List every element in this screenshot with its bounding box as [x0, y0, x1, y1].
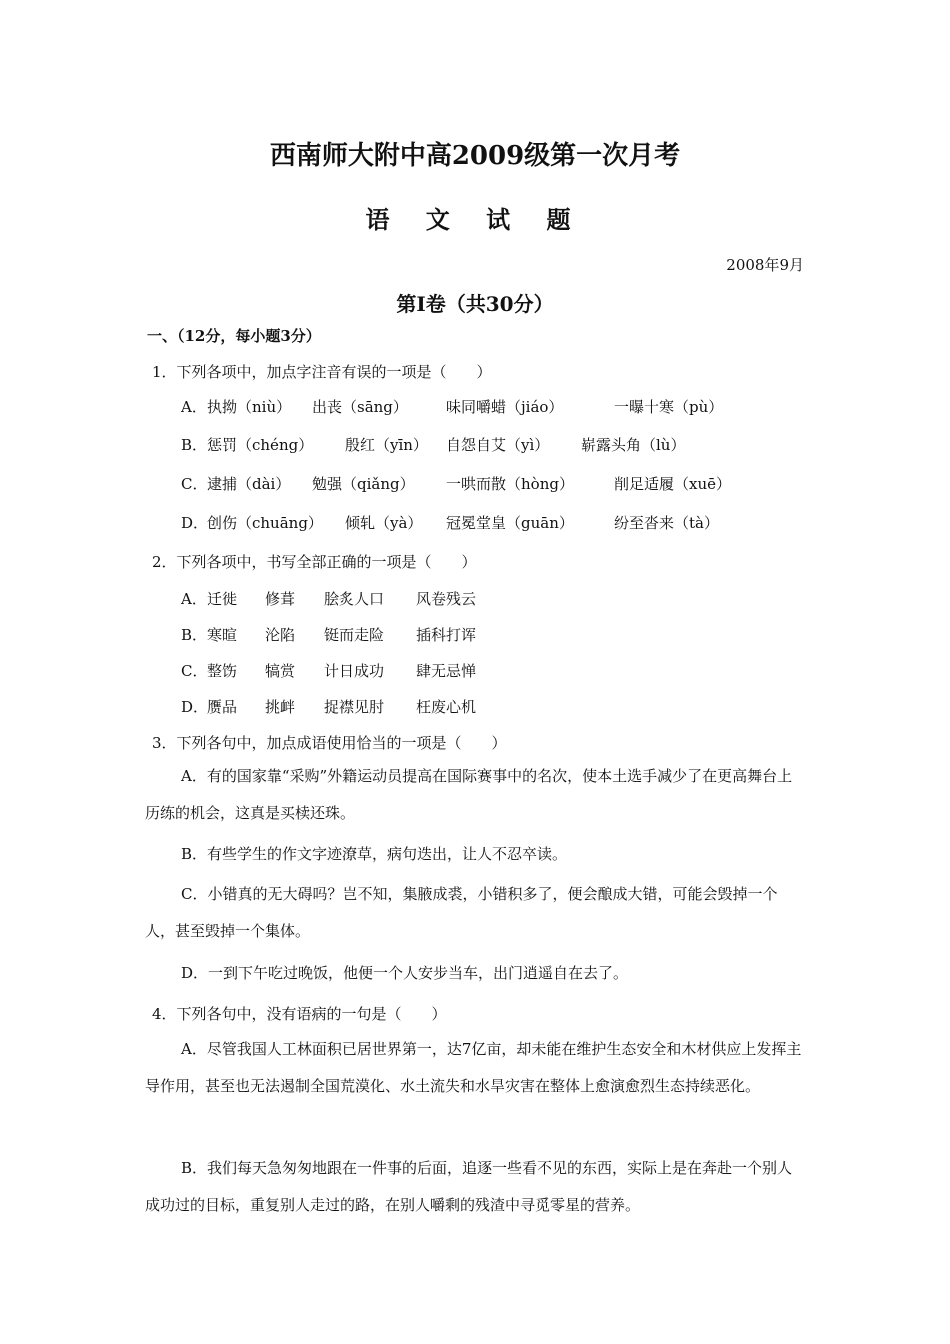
- option-text: B．有些学生的作文字迹潦草，病句迭出，让人不忍卒读。: [181, 845, 568, 863]
- option-item: 勉强（qiǎng）: [312, 475, 415, 493]
- option-text: D．一到下午吃过晚饭，他便一个人安步当车，出门逍遥自在去了。: [181, 964, 629, 982]
- option-item: 惩罚（chéng）: [207, 436, 314, 454]
- option-label: D．: [181, 698, 209, 716]
- option-label: A．: [181, 590, 207, 608]
- option-item: 挑衅: [265, 698, 296, 716]
- option-label: A．: [181, 398, 207, 416]
- option-item: 崭露头角（lù）: [581, 436, 686, 454]
- option-item: 寒暄: [207, 626, 238, 644]
- q3-option-c: [145, 876, 807, 950]
- option-item: 铤而走险: [324, 626, 385, 644]
- option-item: 执拗（niù）: [207, 398, 292, 416]
- option-item: 自怨自艾（yì）: [446, 436, 550, 454]
- option-item: 味同嚼蜡（jiáo）: [446, 398, 564, 416]
- option-item: 肆无忌惮: [416, 662, 477, 680]
- option-item: 赝品: [207, 698, 238, 716]
- option-text: A．有的国家靠“采购”外籍运动员提高在国际赛事中的名次，使本土选手减少了在更高舞台上历练的机会，这真是买椟还珠。: [145, 767, 793, 822]
- option-label: B．: [181, 436, 208, 454]
- option-item: 倾轧（yà）: [345, 514, 423, 532]
- option-item: 沦陷: [265, 626, 296, 644]
- q3-option-b: [145, 836, 807, 873]
- section-heading: 一、（12分，每小题3分）: [147, 327, 321, 345]
- option-item: 风卷残云: [416, 590, 477, 608]
- option-item: 创伤（chuāng）: [207, 514, 323, 532]
- option-item: 冠冕堂皇（guān）: [446, 514, 574, 532]
- option-item: 一曝十寒（pù）: [614, 398, 724, 416]
- option-item: 插科打诨: [416, 626, 477, 644]
- option-item: 捉襟见肘: [324, 698, 385, 716]
- option-text: B．我们每天急匆匆地跟在一件事的后面，追逐一些看不见的东西，实际上是在奔赴一个别人成功过的目标，重复别人走过的路，在别人嚼剩的残渣中寻觅零星的营养。: [145, 1159, 793, 1214]
- option-text: A．尽管我国人工林面积已居世界第一，达7亿亩，却未能在维护生态安全和木材供应上发挥主导作用，甚至也无法遏制全国荒漠化、水土流失和水旱灾害在整体上愈演愈烈生态持续恶化。: [145, 1040, 802, 1095]
- option-item: 一哄而散（hòng）: [446, 475, 574, 493]
- q4-stem: 4．下列各句中，没有语病的一句是（ ）: [152, 1005, 447, 1023]
- exam-title: 西南师大附中高2009级第一次月考: [269, 141, 681, 171]
- option-item: 出丧（sāng）: [312, 398, 408, 416]
- option-item: 纷至沓来（tà）: [614, 514, 719, 532]
- option-item: 计日成功: [324, 662, 385, 680]
- option-label: C．: [181, 475, 208, 493]
- option-item: 修葺: [265, 590, 296, 608]
- option-label: B．: [181, 626, 208, 644]
- option-item: 枉废心机: [416, 698, 477, 716]
- option-label: D．: [181, 514, 209, 532]
- option-item: 迁徙: [207, 590, 238, 608]
- option-label: C．: [181, 662, 208, 680]
- q3-option-d: [145, 955, 807, 992]
- option-item: 殷红（yīn）: [345, 436, 428, 454]
- q1-stem: 1．下列各项中，加点字注音有误的一项是（ ）: [152, 363, 492, 381]
- option-text: C．小错真的无大碍吗？岂不知，集腋成裘，小错积多了，便会酿成大错，可能会毁掉一个人，甚至毁掉一个集体。: [145, 885, 778, 940]
- exam-date: 2008年9月: [726, 256, 804, 274]
- q3-stem: 3．下列各句中，加点成语使用恰当的一项是（ ）: [152, 734, 507, 752]
- option-item: 逮捕（dài）: [207, 475, 291, 493]
- part-heading: 第Ⅰ卷（共30分）: [396, 292, 554, 316]
- exam-subtitle: 语 文 试 题: [365, 205, 585, 234]
- q2-stem: 2．下列各项中，书写全部正确的一项是（ ）: [152, 553, 477, 571]
- option-item: 脍炙人口: [324, 590, 385, 608]
- option-item: 削足适履（xuē）: [614, 475, 731, 493]
- option-item: 整饬: [207, 662, 238, 680]
- q4-option-a: [145, 1031, 807, 1105]
- q4-option-b: [145, 1150, 807, 1224]
- option-item: 犒赏: [265, 662, 296, 680]
- q3-option-a: [145, 758, 807, 832]
